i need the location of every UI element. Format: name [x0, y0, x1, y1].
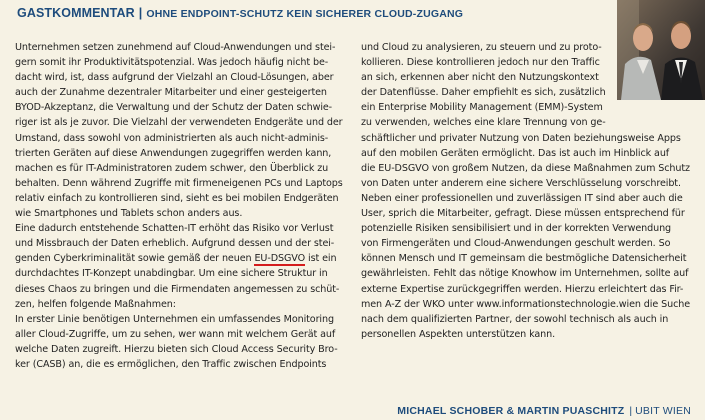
article-column-right [361, 40, 693, 342]
body-line: können Mensch und IT gemeinsam die bestmögliche Datensicherheit [361, 253, 687, 265]
body-line: dacht wird, ist, dass aufgrund der Vielzahl an Cloud-Lösungen, aber [15, 72, 334, 84]
body-line: und Missbrauch der Daten erheblich. Aufgrund dessen und der stei- [15, 238, 335, 250]
body-line: gern somit ihr Produktivitätspotenzial. Was jedoch häufig nicht be- [15, 57, 329, 69]
body-line: welche Daten zugreift. Hierzu bieten sich Cloud Access Security Bro- [15, 343, 338, 355]
body-line: men A-Z der WKO unter www.informationstechnologie.wien die Suche [361, 298, 691, 310]
body-line: an sich, erkennen aber nicht den Nutzungskontext [361, 72, 599, 84]
body-line: Unternehmen setzen zunehmend auf Cloud-Anwendungen und stei- [15, 42, 336, 53]
author-company: UBIT WIEN [635, 405, 691, 417]
body-line: potenzielle Risiken sensibilisiert und in der korrekten Verwendung [361, 223, 672, 235]
body-line: BYOD-Akzeptanz, die Verwaltung und der Schutz der Daten schwie- [15, 102, 333, 114]
body-line: behalten. Denn während Zugriffe mit firmeneigenen PCs und Laptops [15, 177, 343, 189]
article-column-left [15, 40, 359, 372]
body-line: nach dem qualifizierten Partner, der sowohl technisch als auch in [361, 313, 669, 325]
article-header [17, 6, 463, 20]
body-line: ein Enterprise Mobility Management (EMM)-System [361, 102, 603, 114]
body-line: von Firmengeräten und Cloud-Anwendungen geschult werden. So [361, 238, 671, 250]
body-line: machen es für IT-Administratoren zudem schwer, den Überblick zu [15, 162, 329, 174]
body-line: schäftlicher und privater Nutzung von Daten beziehungsweise Apps [361, 132, 681, 144]
body-line: dieses Chaos zu bringen und die Firmendaten angemessen zu schüt- [15, 283, 340, 295]
body-line: von Daten unter anderem eine sichere Verschlüsselung vorschreibt. [361, 177, 681, 189]
body-line: durchdachtes IT-Konzept unabdingbar. Um eine sichere Struktur in [15, 268, 328, 280]
body-line: zu verwenden, welches eine klare Trennung von ge- [361, 117, 606, 129]
author-names: MICHAEL SCHOBER & MARTIN PUASCHITZ [397, 405, 625, 417]
body-line: User, sprich die Mitarbeiter, gefragt. Diese müssen entsprechend für [361, 208, 685, 220]
body-text: ist ein [305, 253, 337, 265]
body-line: Neben einer professionellen und zuverlässigen IT sind aber auch die [361, 192, 683, 204]
body-line: die EU-DSGVO von großem Nutzen, da diese Maßnahmen zum Schutz [361, 162, 690, 174]
body-line: trierten Geräten auf diese Anwendungen zugegriffen werden kann, [15, 147, 332, 159]
body-line: Umstand, dass sowohl von administrierten als auch nicht-adminis- [15, 132, 329, 144]
body-line: relativ einfach zu kontrollieren sind, sieht es bei mobilen Endgeräten [15, 192, 339, 204]
body-line: und Cloud zu analysieren, zu steuern und zu proto- [361, 42, 602, 53]
body-line: auch der Zunahme dezentraler Mitarbeiter und einer gesteigerten [15, 87, 327, 99]
body-line: auf den mobilen Geräten ermöglicht. Das ist auch im Hinblick auf [361, 147, 670, 159]
byline-separator: | [629, 405, 633, 417]
author-byline [397, 405, 691, 417]
body-line: wie Smartphones und Tablets schon anders aus. [15, 208, 243, 220]
body-line: der Datenflüsse. Daher empfiehlt es sich, zusätzlich [361, 87, 606, 99]
body-line: aller Cloud-Zugriffe, um zu sehen, wer wann mit welchem Gerät auf [15, 328, 336, 340]
body-line: kollieren. Diese kontrollieren jedoch nur den Traffic [361, 57, 600, 69]
body-line: Eine dadurch entstehende Schatten-IT erhöht das Risiko vor Verlust [15, 223, 334, 235]
body-line: personellen Aspekten unterstützen kann. [361, 328, 556, 340]
eu-dsgvo-highlight: EU-DSGVO [254, 253, 306, 265]
body-line-with-highlight [15, 251, 359, 266]
body-text: genden Cyberkriminalität sowie gemäß der neuen [15, 253, 255, 265]
header-separator: | [138, 6, 143, 20]
body-line: zen, helfen folgende Maßnahmen: [15, 298, 176, 310]
section-label: GASTKOMMENTAR [17, 6, 135, 20]
body-line: gewährleisten. Fehlt das nötige Knowhow im Unternehmen, sollte auf [361, 268, 689, 280]
body-line: riger ist als je zuvor. Die Vielzahl der verwendeten Endgeräte und der [15, 117, 343, 129]
body-line: In erster Linie benötigen Unternehmen ein umfassendes Monitoring [15, 313, 334, 325]
body-line: ker (CASB) an, die es ermöglichen, den Traffic zwischen Endpoints [15, 358, 327, 370]
article-subtitle: OHNE ENDPOINT-SCHUTZ KEIN SICHERER CLOUD-ZUGANG [146, 8, 464, 20]
body-line: externe Expertise zurückgegriffen werden. Hierzu erleichtert das Fir- [361, 283, 684, 295]
